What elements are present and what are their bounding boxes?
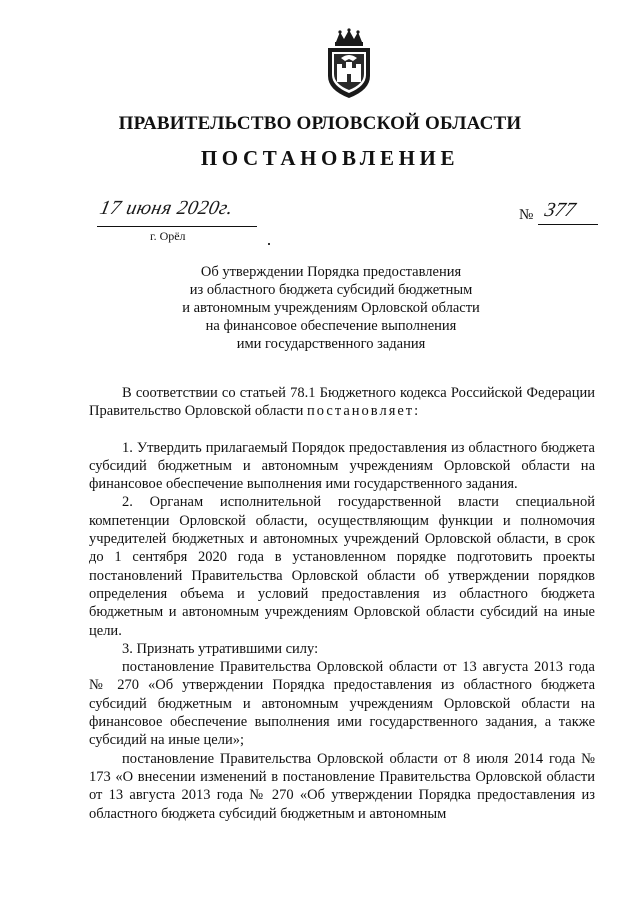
paragraph-1: 1. Утвердить прилагаемый Порядок предоставления из областного бюджета субсидий бюджетным и автономным учреждениям Орловской области на финансовое обеспечение выполнения ими государственного задания. (89, 439, 595, 493)
document-number: 377 (542, 199, 578, 221)
subject-line: ими государственного задания (236, 336, 426, 352)
city: г. Орёл (150, 229, 186, 243)
document-type-title: ПОСТАНОВЛЕНИЕ (200, 146, 460, 170)
document-date: 17 июня 2020г. (97, 197, 236, 219)
paragraph-repeal-2: постановление Правительства Орловской области от 8 июля 2014 года № 173 «О внесении изменений в постановление Правительства Орловской области от 13 августа 2013 года № 270 «Об утверждении Порядка предоставления из областного бюджета субсидий бюджетным и автономным (89, 750, 595, 822)
paragraph-repeal-1: постановление Правительства Орловской области от 13 августа 2013 года № 270 «Об утверждении Порядка предоставления из областного бюджета субсидий бюджетным и автономным учреждениям Орловской области на финансовое обеспечение выполнения ими государственного задания, а также субсидий на иные цели»; (89, 659, 595, 749)
document-body (89, 384, 595, 823)
subject-line: из областного бюджета субсидий бюджетным (189, 282, 473, 298)
preamble-keyword: постановляет: (307, 403, 421, 420)
number-label: № (519, 207, 534, 223)
subject-line: на финансовое обеспечение выполнения (205, 318, 457, 334)
stray-mark (268, 243, 270, 245)
coat-of-arms-icon (322, 28, 376, 100)
subject-line: и автономным учреждениям Орловской области (182, 300, 480, 316)
document-subject (0, 263, 640, 353)
paragraph-gap (89, 421, 595, 439)
paragraph-3: 3. Признать утратившими силу: (122, 640, 319, 657)
preamble-paragraph (89, 384, 595, 421)
government-name: ПРАВИТЕЛЬСТВО ОРЛОВСКОЙ ОБЛАСТИ (118, 113, 522, 134)
paragraph-2: 2. Органам исполнительной государственной власти специальной компетенции Орловской области, осуществляющим функции и полномочия учредителей бюджетных и автономных учреждений Орловской области, в срок до 1 сентября 2020 года в установленном порядке подготовить проекты постановлений Правительства Орловской области об утверждении порядков определения объема и условий предоставления из областного бюджета бюджетным и автономным учреждениям Орловской области субсидий на иные цели. (89, 494, 595, 639)
preamble-text: В соответствии со статьей 78.1 Бюджетного кодекса Российской Федерации Правительство Орловской области (89, 385, 595, 420)
subject-line: Об утверждении Порядка предоставления (200, 264, 462, 280)
number-underline (538, 224, 598, 225)
